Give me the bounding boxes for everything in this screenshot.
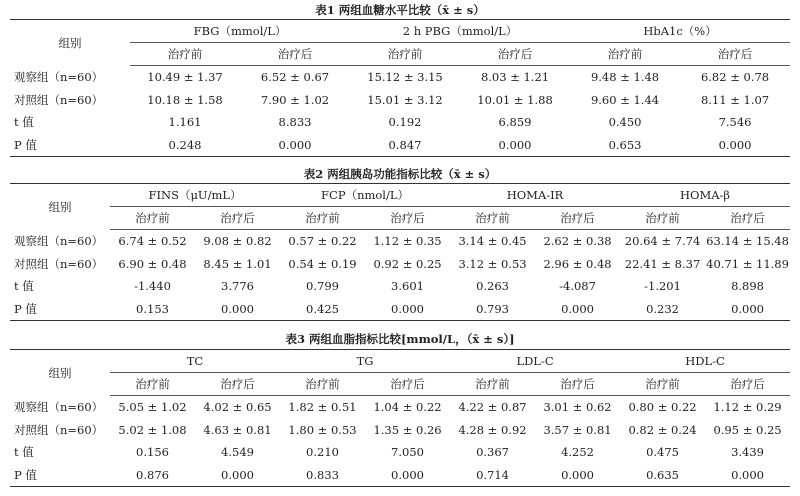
table3-sub-after: 治疗后 — [365, 373, 450, 396]
table3-cell: 7.050 — [391, 445, 424, 460]
table1-sub-before: 治疗前 — [130, 43, 240, 66]
table1-metric-fbg: FBG（mmol/L） — [130, 20, 350, 43]
table1-row-label: t 值 — [14, 115, 34, 130]
table1-cell: 6.82 ± 0.78 — [700, 70, 770, 85]
table3-cell: 5.02 ± 1.08 — [118, 422, 187, 437]
table2-cell: 3.12 ± 0.53 — [458, 256, 527, 271]
table3-cell: 1.80 ± 0.53 — [288, 422, 357, 437]
table1-cell: 0.450 — [608, 115, 642, 130]
table3-row-label: t 值 — [14, 445, 34, 460]
table1-cell: 8.833 — [278, 115, 312, 130]
table3-cell: 3.439 — [731, 445, 764, 460]
table3-cell: 0.635 — [620, 464, 705, 487]
table1-cell: 9.60 ± 1.44 — [590, 92, 660, 107]
table3-cell: 0.80 ± 0.22 — [628, 400, 697, 415]
table2-cell: 8.898 — [731, 279, 764, 294]
table1-group-header: 组别 — [10, 20, 130, 66]
table1-cell: 15.01 ± 3.12 — [367, 92, 443, 107]
table1-cell: 15.12 ± 3.15 — [367, 70, 443, 85]
table2-cell: 0.263 — [476, 279, 509, 294]
table2-cell: 0.000 — [195, 298, 280, 321]
table1-row-label: 对照组（n=60） — [14, 92, 104, 107]
table2-sub-before: 治疗前 — [450, 207, 535, 230]
table1-title: 表1 两组血糖水平比较（x̄ ± s） — [315, 3, 485, 17]
table2-sub-before: 治疗前 — [280, 207, 365, 230]
table2-cell: 6.74 ± 0.52 — [118, 234, 187, 249]
table2-cell: -1.440 — [134, 279, 171, 294]
table2-cell: -1.201 — [644, 279, 681, 294]
table2-cell: 2.96 ± 0.48 — [543, 256, 612, 271]
table3-row — [10, 396, 790, 419]
table1-row — [10, 89, 790, 112]
table1-sub-before: 治疗前 — [350, 43, 460, 66]
table2-cell: 0.000 — [365, 298, 450, 321]
table3-row-label: P 值 — [10, 464, 110, 487]
table3-cell: 4.22 ± 0.87 — [458, 400, 527, 415]
table2-cell: 63.14 ± 15.48 — [706, 234, 789, 249]
table2-cell: 0.54 ± 0.19 — [288, 256, 357, 271]
table3-cell: 0.156 — [136, 445, 169, 460]
table1-sub-after: 治疗后 — [460, 43, 570, 66]
table2-cell: 22.41 ± 8.37 — [624, 256, 701, 271]
table3-row — [10, 464, 790, 487]
table3-cell: 0.833 — [280, 464, 365, 487]
table1-cell: 7.546 — [718, 115, 752, 130]
table1-cell: 1.161 — [168, 115, 202, 130]
table1-cell: 10.18 ± 1.58 — [147, 92, 223, 107]
table2-cell: 0.793 — [450, 298, 535, 321]
table1-sub-after: 治疗后 — [240, 43, 350, 66]
table3-cell: 0.876 — [110, 464, 195, 487]
table2-title: 表2 两组胰岛功能指标比较（x̄ ± s） — [303, 167, 497, 181]
table2-sub-after: 治疗后 — [535, 207, 620, 230]
table1-row — [10, 111, 790, 134]
table1-cell: 7.90 ± 1.02 — [260, 92, 330, 107]
table1-cell: 9.48 ± 1.48 — [590, 70, 660, 85]
table2-sub-after: 治疗后 — [705, 207, 790, 230]
table2-sub-after: 治疗后 — [195, 207, 280, 230]
table3-cell: 0.000 — [195, 464, 280, 487]
table3-row-label: 对照组（n=60） — [14, 422, 104, 437]
table2-row-label: 对照组（n=60） — [14, 256, 104, 271]
table1-cell: 8.11 ± 1.07 — [700, 92, 770, 107]
table2-metric-homa-beta: HOMA-β — [620, 184, 790, 207]
table3-metric-ldl-c: LDL-C — [450, 350, 620, 373]
table3-metric-hdl-c: HDL-C — [620, 350, 790, 373]
table3-cell: 0.82 ± 0.24 — [628, 422, 697, 437]
table2-row — [10, 275, 790, 298]
table2-row — [10, 253, 790, 276]
table2-cell: 8.45 ± 1.01 — [203, 256, 272, 271]
table2-cell: 6.90 ± 0.48 — [118, 256, 187, 271]
table3-cell: 0.367 — [476, 445, 509, 460]
table3-cell: 4.252 — [561, 445, 594, 460]
table2-cell: 2.62 ± 0.38 — [543, 234, 612, 249]
table2-cell: 0.425 — [280, 298, 365, 321]
table3-row — [10, 441, 790, 464]
table1-metric-hba1c: HbA1c（%） — [570, 20, 790, 43]
table2-cell: 0.232 — [620, 298, 705, 321]
table1-row — [10, 134, 790, 157]
table1-row-label: P 值 — [10, 134, 130, 157]
table1-cell: 0.847 — [350, 134, 460, 157]
table1-cell: 0.653 — [570, 134, 680, 157]
table3-cell: 1.04 ± 0.22 — [373, 400, 442, 415]
table1-cell: 10.01 ± 1.88 — [477, 92, 553, 107]
table3-sub-after: 治疗后 — [705, 373, 790, 396]
table2-group-header: 组别 — [10, 184, 110, 230]
table2-cell: -4.087 — [559, 279, 596, 294]
table2-cell: 20.64 ± 7.74 — [624, 234, 701, 249]
table3-sub-before: 治疗前 — [280, 373, 365, 396]
table3-cell: 1.82 ± 0.51 — [288, 400, 357, 415]
table3-group-header: 组别 — [10, 350, 110, 396]
table3-cell: 4.02 ± 0.65 — [203, 400, 272, 415]
table3-cell: 0.210 — [306, 445, 339, 460]
table1-cell: 10.49 ± 1.37 — [147, 70, 223, 85]
table3-cell: 0.714 — [450, 464, 535, 487]
table3 — [10, 349, 790, 487]
table1-cell: 6.52 ± 0.67 — [260, 70, 330, 85]
table2-cell: 9.08 ± 0.82 — [203, 234, 272, 249]
table2-cell: 3.776 — [221, 279, 254, 294]
table2-row — [10, 230, 790, 253]
table3-metric-tg: TG — [280, 350, 450, 373]
table1-cell: 0.000 — [240, 134, 350, 157]
table2-sub-before: 治疗前 — [110, 207, 195, 230]
table2-cell: 0.000 — [535, 298, 620, 321]
table2-cell: 0.799 — [306, 279, 339, 294]
table2-cell: 40.71 ± 11.89 — [706, 256, 789, 271]
table3-cell: 4.63 ± 0.81 — [203, 422, 272, 437]
table3-cell: 0.475 — [646, 445, 679, 460]
table2-metric-homa-ir: HOMA-IR — [450, 184, 620, 207]
table3-cell: 0.000 — [365, 464, 450, 487]
table3-cell: 0.000 — [705, 464, 790, 487]
table1-cell: 0.000 — [680, 134, 790, 157]
table1-metric-2hpbg: 2 h PBG（mmol/L） — [350, 20, 570, 43]
table1-row — [10, 66, 790, 89]
table1-cell: 0.000 — [460, 134, 570, 157]
table3-cell: 1.35 ± 0.26 — [373, 422, 442, 437]
table2-cell: 0.92 ± 0.25 — [373, 256, 442, 271]
table2-cell: 0.153 — [110, 298, 195, 321]
table2-row-label: t 值 — [14, 279, 34, 294]
table3-cell: 3.57 ± 0.81 — [543, 422, 612, 437]
table3-sub-after: 治疗后 — [195, 373, 280, 396]
table1-cell: 0.192 — [388, 115, 422, 130]
table2-cell: 1.12 ± 0.35 — [373, 234, 442, 249]
table1-cell: 8.03 ± 1.21 — [480, 70, 550, 85]
table2-row — [10, 298, 790, 321]
table3-title: 表3 两组血脂指标比较[mmol/L，（x̄ ± s）] — [285, 332, 515, 346]
table2-sub-before: 治疗前 — [620, 207, 705, 230]
table2-cell: 3.14 ± 0.45 — [458, 234, 527, 249]
table2-metric-fins: FINS（μU/mL） — [110, 184, 280, 207]
table3-sub-before: 治疗前 — [450, 373, 535, 396]
table2 — [10, 183, 790, 321]
table2-row-label: 观察组（n=60） — [14, 234, 104, 248]
table2-cell: 0.000 — [705, 298, 790, 321]
table1-cell: 6.859 — [498, 115, 532, 130]
table3-cell: 5.05 ± 1.02 — [118, 400, 187, 415]
table3-row-label: 观察组（n=60） — [14, 400, 104, 414]
table1-sub-after: 治疗后 — [680, 43, 790, 66]
table3-cell: 3.01 ± 0.62 — [543, 400, 612, 415]
table3-cell: 1.12 ± 0.29 — [713, 400, 782, 415]
table2-metric-fcp: FCP（nmol/L） — [280, 184, 450, 207]
table2-cell: 3.601 — [391, 279, 424, 294]
table3-sub-before: 治疗前 — [620, 373, 705, 396]
table3-cell: 0.000 — [535, 464, 620, 487]
table3-metric-tc: TC — [110, 350, 280, 373]
table1-sub-before: 治疗前 — [570, 43, 680, 66]
table1-cell: 0.248 — [130, 134, 240, 157]
table3-sub-after: 治疗后 — [535, 373, 620, 396]
table2-cell: 0.57 ± 0.22 — [288, 234, 357, 249]
table1-row-label: 观察组（n=60） — [14, 70, 104, 84]
table2-row-label: P 值 — [10, 298, 110, 321]
table3-row — [10, 419, 790, 442]
table3-sub-before: 治疗前 — [110, 373, 195, 396]
table1 — [10, 19, 790, 157]
table3-cell: 4.28 ± 0.92 — [458, 422, 527, 437]
table3-cell: 4.549 — [221, 445, 254, 460]
table2-sub-after: 治疗后 — [365, 207, 450, 230]
table3-cell: 0.95 ± 0.25 — [713, 422, 782, 437]
